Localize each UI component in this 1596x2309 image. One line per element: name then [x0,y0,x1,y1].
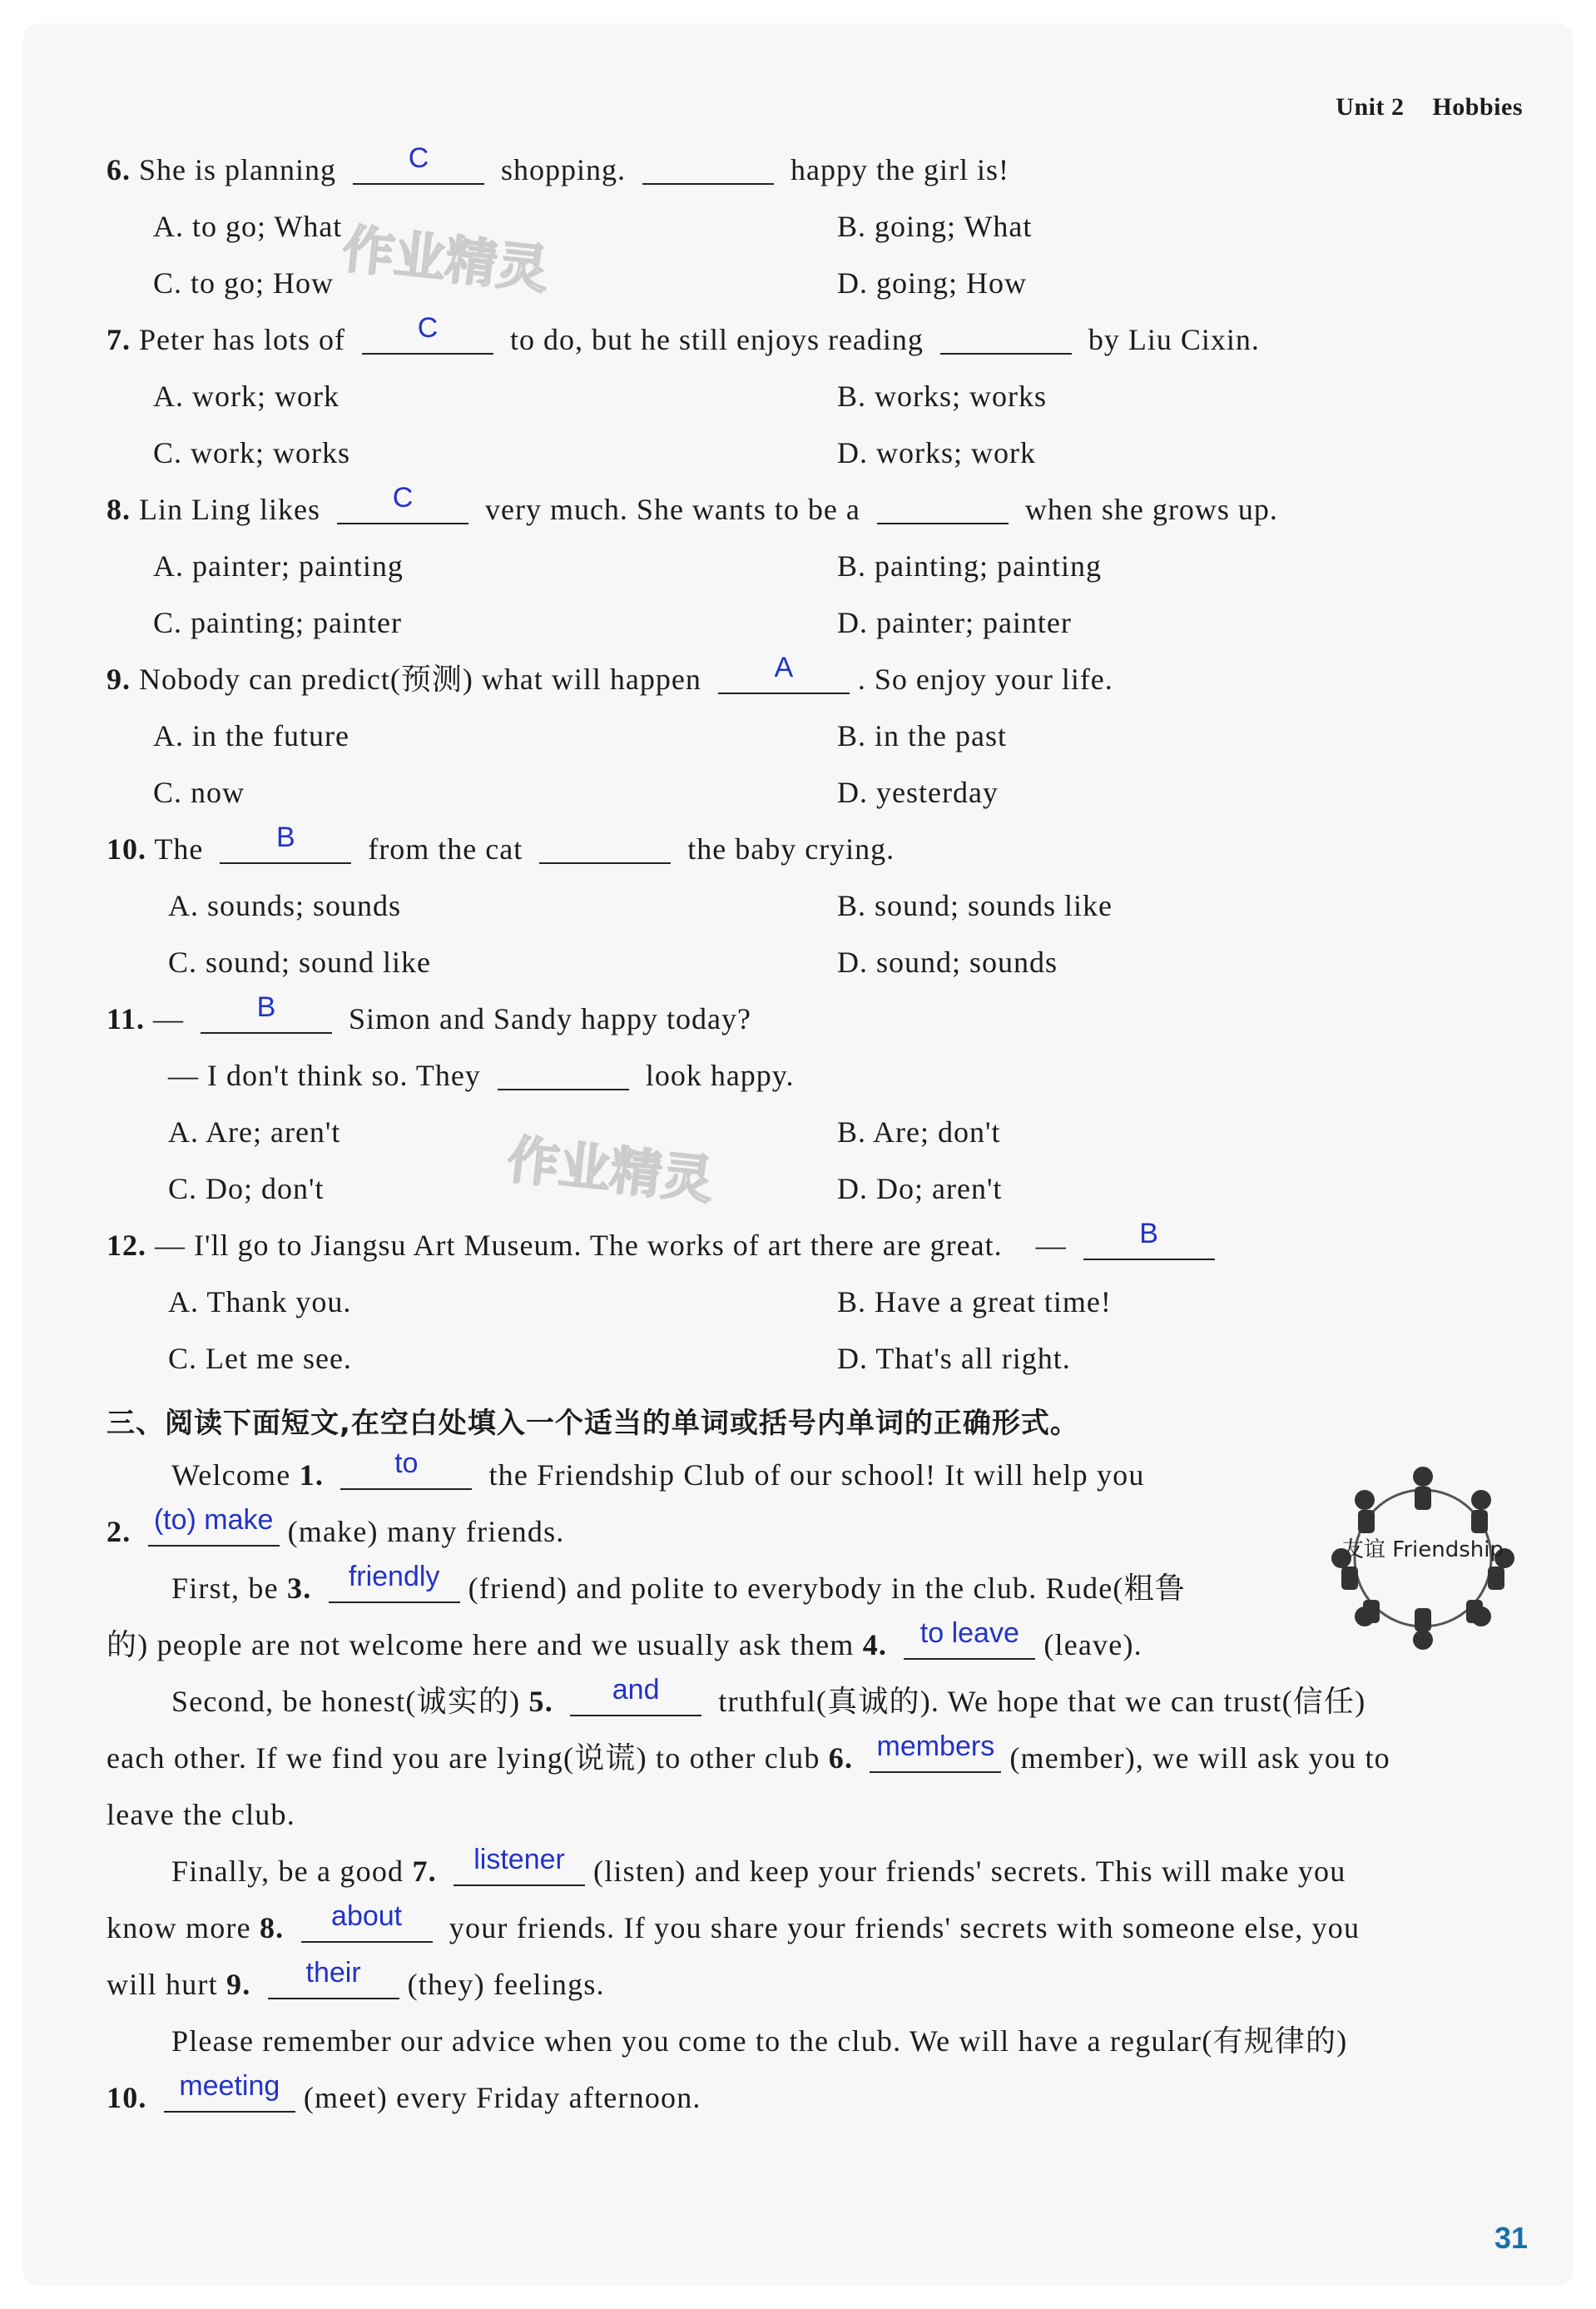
question-11: 11. — B Simon and Sandy happy today? [107,991,751,1035]
watermark: 作业精灵 [340,218,552,300]
answer-blank[interactable]: (to) make [148,1513,280,1547]
page-sheet [23,23,1573,2286]
option-c[interactable]: C. Do; don't [168,1172,325,1205]
option-c[interactable]: C. to go; How [153,266,335,300]
answer-blank[interactable]: to leave [904,1626,1035,1660]
question-12: 12. — I'll go to Jiangsu Art Museum. The works of art there are great. — B [107,1227,1223,1264]
answer-blank[interactable]: to [340,1457,472,1490]
passage-line: 的) people are not welcome here and we usually ask them 4. to leave (leave). [107,1617,1142,1661]
unit-title: Hobbies [1432,93,1523,121]
option-d[interactable]: D. sound; sounds [837,946,1058,979]
option-d[interactable]: D. Do; aren't [837,1172,1003,1205]
option-c[interactable]: C. now [153,776,245,809]
passage-line: 2. (to) make (make) many friends. [107,1504,565,1548]
page-number: 31 [1494,2221,1528,2255]
answer-blank[interactable]: members [870,1740,1001,1773]
friendship-circle-illustration [1323,1458,1523,1658]
empty-blank[interactable] [539,831,671,864]
option-a[interactable]: A. painter; painting [153,549,404,583]
answer-blank[interactable]: B [201,1001,332,1034]
question-6: 6. She is planning C shopping. happy the girl is! [107,142,1009,186]
option-b[interactable]: B. painting; painting [837,549,1102,583]
option-d[interactable]: D. That's all right. [837,1342,1071,1375]
answer-blank[interactable]: C [362,321,493,355]
passage-line: each other. If we find you are lying(说谎) to other club 6. members (member), we will ask you to [107,1731,1390,1775]
option-a[interactable]: A. in the future [153,719,349,752]
option-b[interactable]: B. going; What [837,210,1033,243]
answer-blank[interactable]: meeting [164,2079,295,2113]
answer-blank[interactable]: their [268,1966,399,1999]
option-a[interactable]: A. work; work [153,380,340,413]
option-a[interactable]: A. Thank you. [168,1285,352,1318]
option-a[interactable]: A. sounds; sounds [168,889,402,922]
passage-line: 10. meeting (meet) every Friday afternoon. [107,2070,701,2114]
answer-blank[interactable]: and [570,1683,701,1716]
passage-line: Welcome 1. to the Friendship Club of our school! It will help you [171,1447,1145,1492]
empty-blank[interactable] [940,321,1072,355]
watermark: 作业精灵 [504,1129,716,1211]
friendship-label: 友谊 Friendship [1342,1537,1504,1562]
page-header [1336,93,1523,122]
answer-blank[interactable]: friendly [329,1570,460,1603]
option-c[interactable]: C. Let me see. [168,1342,352,1375]
option-b[interactable]: B. Are; don't [837,1115,1001,1149]
option-b[interactable]: B. works; works [837,380,1048,413]
option-b[interactable]: B. in the past [837,719,1007,752]
passage-line: First, be 3. friendly (friend) and polite to everybody in the club. Rude(粗鲁 [171,1561,1187,1605]
answer-blank[interactable]: A [718,661,850,694]
answer-blank[interactable]: B [1083,1227,1215,1260]
answer-blank[interactable]: about [301,1909,433,1943]
question-10: 10. The B from the cat the baby crying. [107,822,895,866]
option-d[interactable]: D. painter; painter [837,606,1072,639]
answer-blank[interactable]: C [353,151,484,185]
empty-blank[interactable] [498,1057,629,1090]
option-b[interactable]: B. sound; sounds like [837,889,1113,922]
option-c[interactable]: C. work; works [153,436,350,469]
answer-blank[interactable]: B [220,831,351,864]
option-a[interactable]: A. to go; What [153,210,343,243]
option-a[interactable]: A. Are; aren't [168,1115,341,1149]
option-b[interactable]: B. Have a great time! [837,1285,1112,1318]
option-d[interactable]: D. yesterday [837,776,999,809]
passage-line: will hurt 9. their (they) feelings. [107,1957,605,2001]
passage-line: leave the club. [107,1798,295,1831]
passage-line: Second, be honest(诚实的) 5. and truthful(真诚的). We hope that we can trust(信任) [171,1674,1366,1718]
question-7: 7. Peter has lots of C to do, but he still enjoys reading by Liu Cixin. [107,312,1260,356]
question-9: 9. Nobody can predict(预测) what will happen A . So enjoy your life. [107,652,1113,696]
unit-label: Unit 2 [1336,93,1405,121]
empty-blank[interactable] [877,491,1009,524]
question-8: 8. Lin Ling likes C very much. She wants to be a when she grows up. [107,482,1278,526]
section-title: 三、阅读下面短文,在空白处填入一个适当的单词或括号内单词的正确形式。 [107,1407,1079,1440]
answer-blank[interactable]: C [337,491,468,524]
passage-line: know more 8. about your friends. If you share your friends' secrets with someone else, you [107,1900,1361,1944]
option-c[interactable]: C. painting; painter [153,606,402,639]
question-11-reply: — I don't think so. They look happy. [168,1059,795,1092]
option-d[interactable]: D. going; How [837,266,1027,300]
passage-line: Please remember our advice when you come to the club. We will have a regular(有规律的) [171,2024,1348,2058]
option-c[interactable]: C. sound; sound like [168,946,432,979]
option-d[interactable]: D. works; work [837,436,1036,469]
answer-blank[interactable]: listener [454,1853,585,1886]
passage-line: Finally, be a good 7. listener (listen) and keep your friends' secrets. This will make you [171,1844,1346,1888]
empty-blank[interactable] [642,151,774,185]
